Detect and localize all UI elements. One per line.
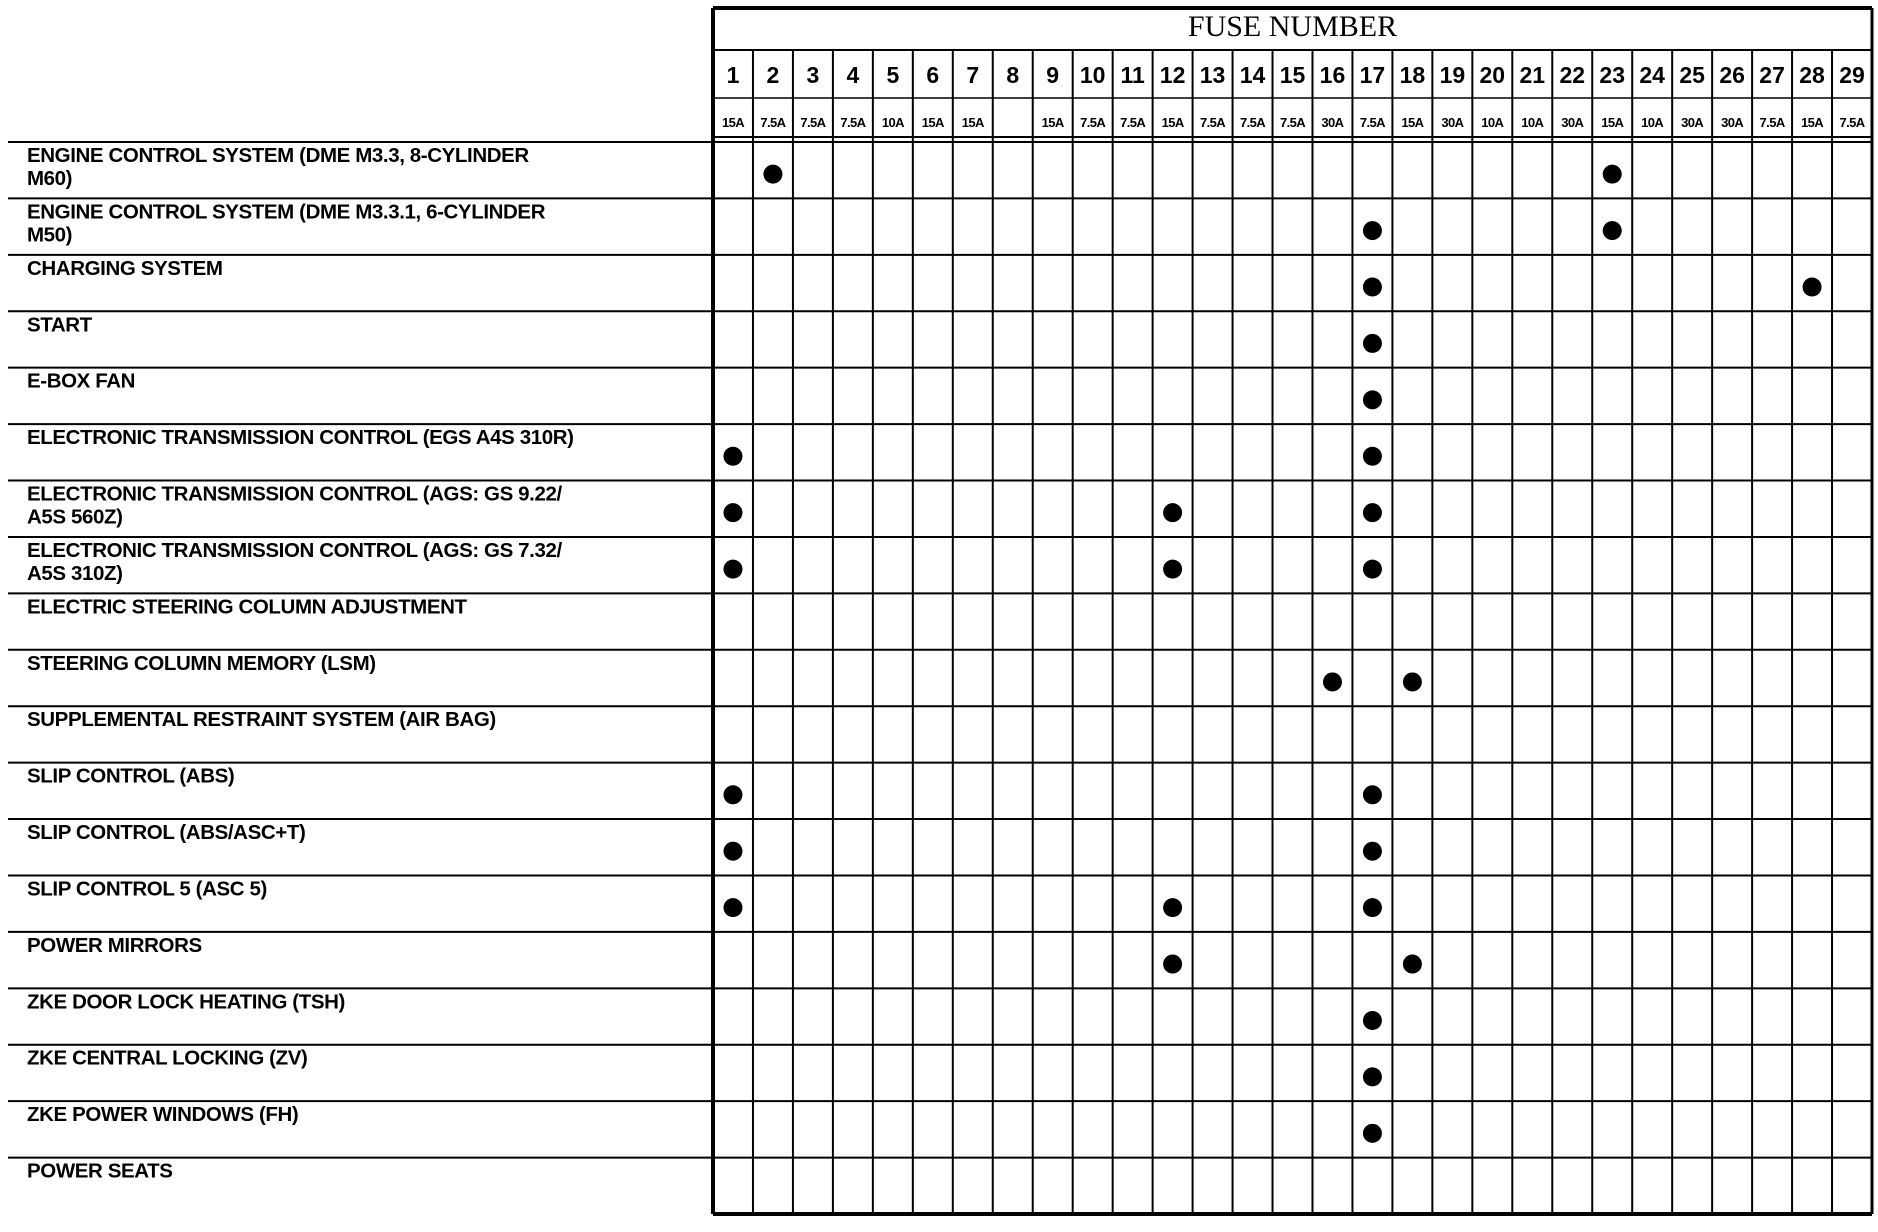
fuse-number: 28: [1799, 62, 1825, 88]
fuse-marker-dot: [723, 503, 742, 522]
fuse-number: 7: [966, 62, 980, 88]
system-label: ELECTRONIC TRANSMISSION CONTROL (AGS: GS 7.32/: [27, 538, 562, 562]
fuse-marker-dot: [1163, 503, 1182, 522]
fuse-rating: 15A: [1401, 115, 1424, 130]
fuse-marker-dot: [723, 842, 742, 861]
fuse-rating: 30A: [1441, 115, 1464, 130]
fuse-marker-dot: [1163, 560, 1182, 579]
fuse-marker-dot: [1363, 334, 1382, 353]
fuse-number: 23: [1599, 62, 1626, 88]
system-label: STEERING COLUMN MEMORY (LSM): [27, 651, 376, 675]
system-label: A5S 310Z): [27, 561, 123, 585]
fuse-marker-dot: [1403, 955, 1422, 974]
system-label: ZKE CENTRAL LOCKING (ZV): [27, 1046, 308, 1070]
fuse-number: 25: [1679, 62, 1705, 88]
fuse-number: 19: [1439, 62, 1466, 88]
fuse-rating: 7.5A: [1839, 115, 1865, 130]
system-label: SLIP CONTROL (ABS/ASC+T): [27, 821, 306, 845]
system-label: SLIP CONTROL (ABS): [27, 764, 235, 788]
fuse-marker-dot: [1363, 785, 1382, 804]
fuse-marker-dot: [1363, 503, 1382, 522]
fuse-marker-dot: [1363, 278, 1382, 297]
system-label: ELECTRIC STEERING COLUMN ADJUSTMENT: [27, 595, 467, 619]
fuse-rating: 15A: [1601, 115, 1624, 130]
fuse-marker-dot: [1363, 560, 1382, 579]
fuse-marker-dot: [1803, 278, 1822, 297]
fuse-number: 10: [1079, 62, 1106, 88]
fuse-marker-dot: [1363, 221, 1382, 240]
fuse-number: 6: [926, 62, 940, 88]
system-label: ENGINE CONTROL SYSTEM (DME M3.3, 8-CYLINDER: [27, 144, 529, 167]
header-title: FUSE NUMBER: [1187, 10, 1398, 43]
fuse-rating: 15A: [1161, 115, 1184, 130]
fuse-marker-dot: [1603, 165, 1622, 184]
fuse-rating: 7.5A: [1359, 115, 1385, 130]
fuse-rating: 10A: [1481, 115, 1504, 130]
fuse-marker-dot: [1363, 390, 1382, 409]
fuse-number: 16: [1319, 62, 1346, 88]
fuse-number: 3: [806, 62, 820, 88]
fuse-marker-dot: [1363, 1067, 1382, 1086]
fuse-marker-dot: [1363, 447, 1382, 466]
system-label: START: [27, 313, 92, 337]
fuse-rating: 15A: [1041, 115, 1064, 130]
fuse-rating: 7.5A: [760, 115, 786, 130]
fuse-marker-dot: [723, 447, 742, 466]
fuse-number: 9: [1046, 62, 1060, 88]
fuse-marker-dot: [1363, 1124, 1382, 1143]
system-label: POWER MIRRORS: [27, 933, 202, 957]
fuse-marker-dot: [1363, 842, 1382, 861]
table-header: [722, 10, 1866, 130]
fuse-number: 11: [1120, 62, 1145, 88]
system-label: M60): [27, 167, 73, 190]
fuse-rating: 30A: [1321, 115, 1344, 130]
fuse-number: 21: [1519, 62, 1546, 88]
fuse-number: 4: [846, 62, 860, 88]
fuse-rating: 10A: [1641, 115, 1664, 130]
system-label: CHARGING SYSTEM: [27, 256, 223, 280]
system-label: M50): [27, 223, 73, 247]
fuse-number: 2: [766, 62, 780, 88]
fuse-rating: 10A: [1521, 115, 1544, 130]
system-label: ENGINE CONTROL SYSTEM (DME M3.3.1, 6-CYLINDER: [27, 200, 546, 224]
fuse-marker-dot: [723, 898, 742, 917]
fuse-marker-dot: [1163, 898, 1182, 917]
fuse-rating: 15A: [921, 115, 944, 130]
fuse-number: 13: [1199, 62, 1226, 88]
fuse-number: 15: [1279, 62, 1306, 88]
fuse-number: 29: [1839, 62, 1865, 88]
fuse-rating: 7.5A: [1120, 115, 1146, 130]
fuse-rating: 7.5A: [1279, 115, 1306, 130]
fuse-rating: 7.5A: [1759, 115, 1785, 130]
fuse-rating: 15A: [961, 115, 984, 130]
fuse-number: 24: [1639, 62, 1665, 88]
system-label: ELECTRONIC TRANSMISSION CONTROL (EGS A4S 310R): [27, 426, 574, 450]
fuse-number: 14: [1239, 62, 1266, 88]
fuse-number: 22: [1559, 62, 1586, 88]
fuse-number: 18: [1399, 62, 1426, 88]
fuse-number: 5: [886, 62, 900, 88]
system-label: SLIP CONTROL 5 (ASC 5): [27, 877, 267, 901]
system-label: ZKE POWER WINDOWS (FH): [27, 1103, 299, 1127]
fuse-marker-dot: [1403, 672, 1422, 691]
fuse-number: 27: [1759, 62, 1785, 88]
fuse-rating: 7.5A: [1200, 115, 1226, 130]
fuse-rating: 7.5A: [1240, 115, 1266, 130]
fuse-number: 17: [1359, 62, 1386, 88]
fuse-marker-dot: [723, 785, 742, 804]
fuse-rating: 30A: [1561, 115, 1584, 130]
fuse-marker-dot: [1363, 898, 1382, 917]
row-labels: [27, 144, 574, 1183]
fuse-number: 12: [1159, 62, 1186, 88]
system-label: POWER SEATS: [27, 1159, 173, 1183]
fuse-rating: 30A: [1721, 115, 1744, 130]
system-label: ELECTRONIC TRANSMISSION CONTROL (AGS: GS 9.22/: [27, 482, 562, 506]
fuse-number: 1: [726, 62, 740, 88]
fuse-rating: 7.5A: [840, 115, 866, 130]
fuse-number: 20: [1479, 62, 1506, 88]
fuse-marker-dot: [1323, 672, 1342, 691]
system-label: A5S 560Z): [27, 505, 123, 529]
fuse-rating: 15A: [1801, 115, 1824, 130]
fuse-marker-dot: [1163, 955, 1182, 974]
fuse-marker-dot: [1363, 1011, 1382, 1030]
fuse-marker-dot: [723, 560, 742, 579]
system-label: ZKE DOOR LOCK HEATING (TSH): [27, 990, 345, 1014]
fuse-number: 26: [1719, 62, 1745, 88]
fuse-marker-dot: [1603, 221, 1622, 240]
fuse-rating: 7.5A: [1080, 115, 1106, 130]
fuse-rating: 10A: [881, 115, 904, 130]
system-label: E-BOX FAN: [27, 369, 136, 393]
fuse-rating: 7.5A: [800, 115, 826, 130]
fuse-rating: 15A: [721, 115, 745, 130]
fuse-marker-dot: [763, 165, 782, 184]
fuse-number: 8: [1006, 62, 1020, 88]
system-label: SUPPLEMENTAL RESTRAINT SYSTEM (AIR BAG): [27, 708, 496, 732]
fuse-rating: 30A: [1681, 115, 1704, 130]
